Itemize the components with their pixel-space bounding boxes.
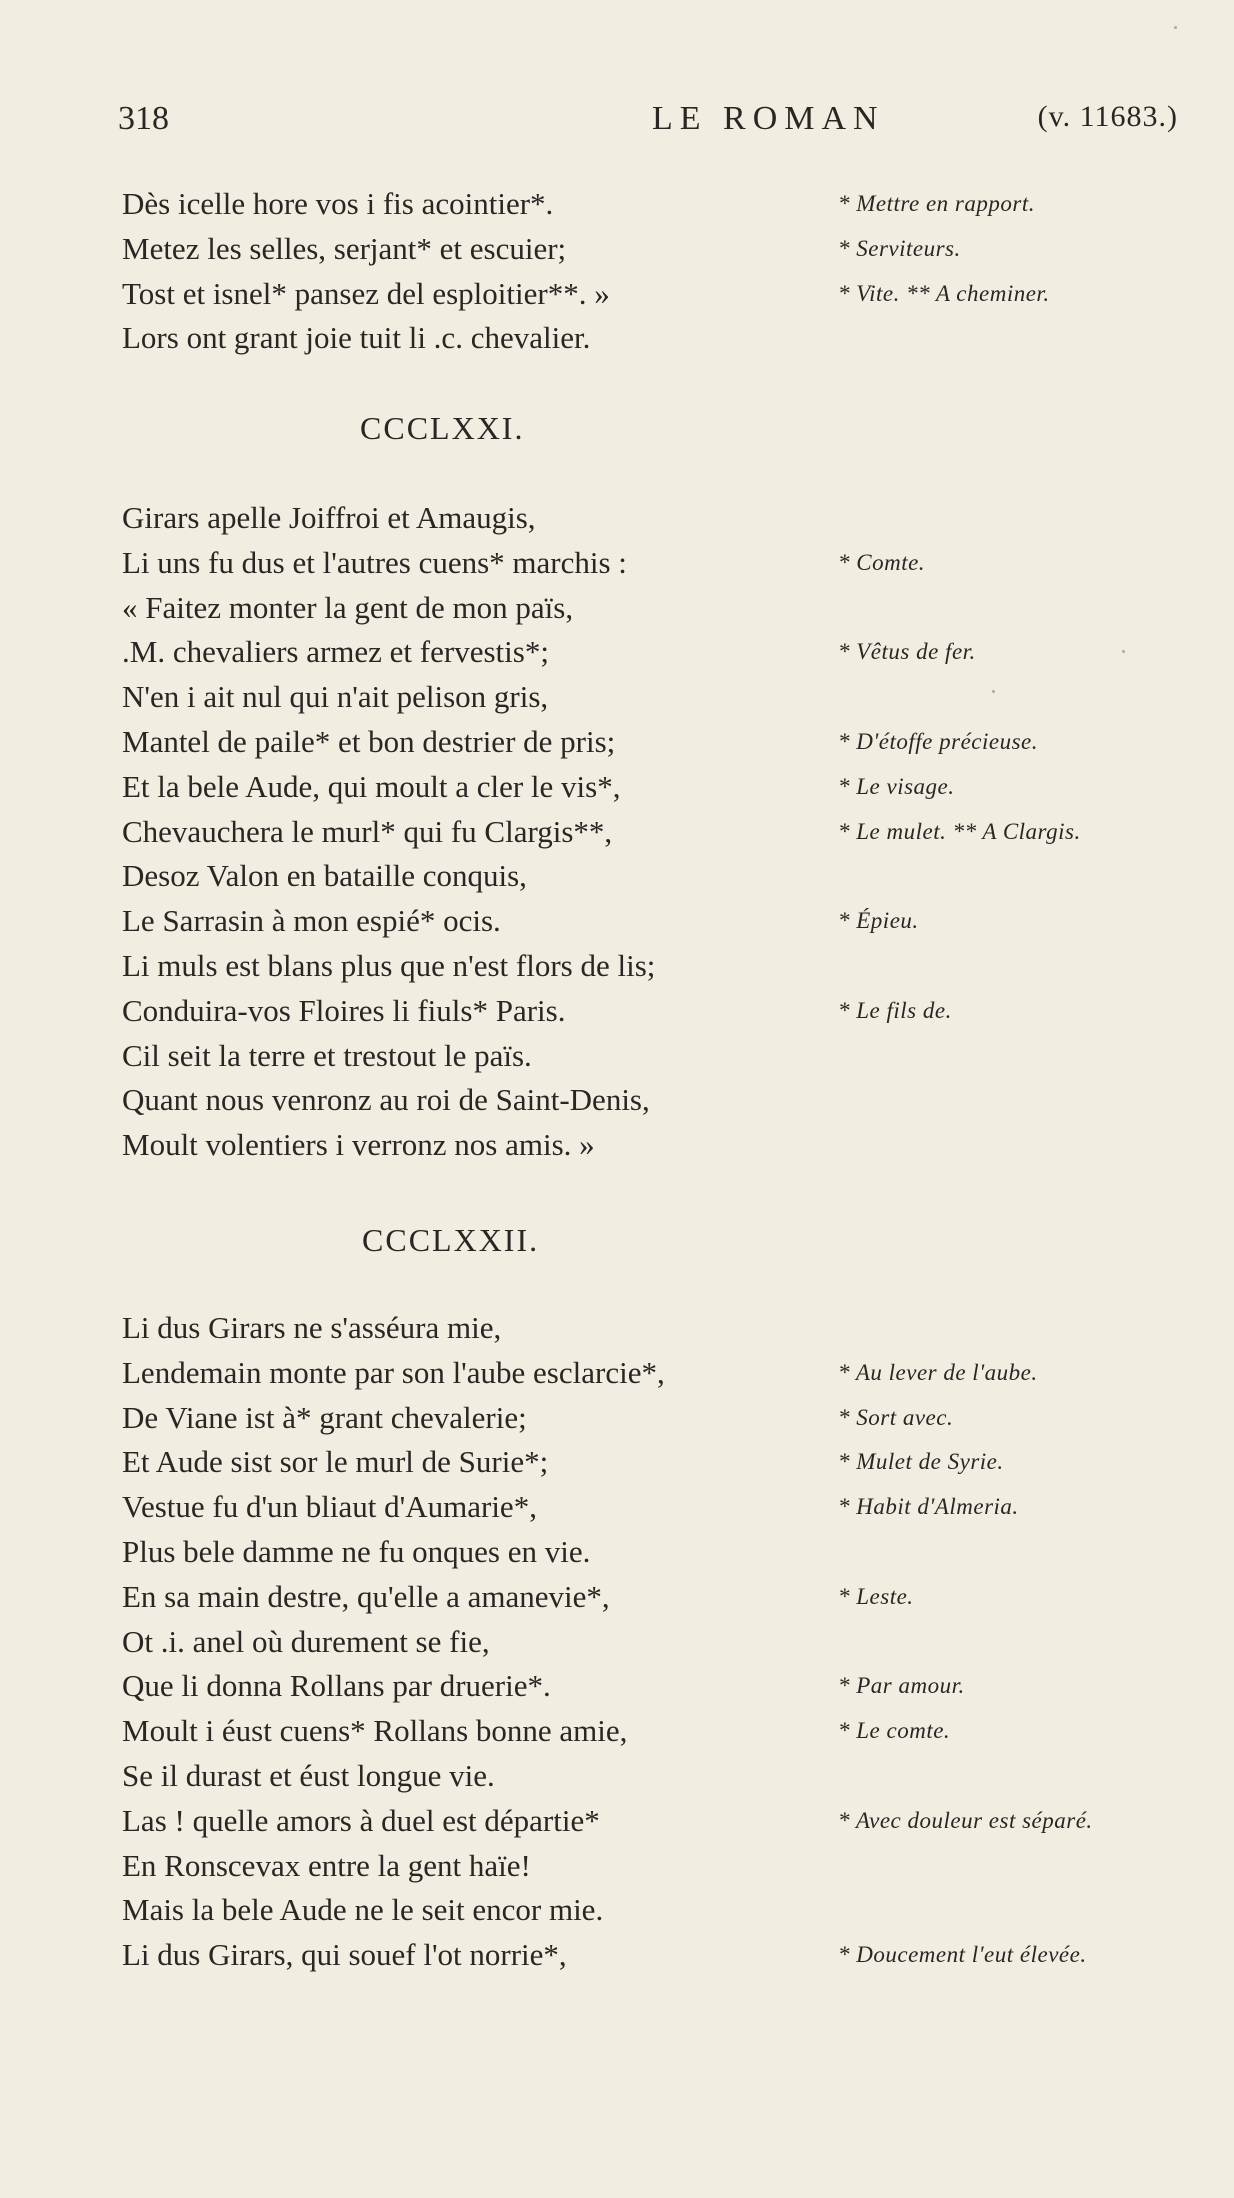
verse-line: Et Aude sist sor le murl de Surie*; bbox=[122, 1444, 549, 1480]
verse-row bbox=[0, 632, 1234, 677]
verse-row bbox=[0, 1801, 1234, 1846]
verse-line: En Ronscevax entre la gent haïe! bbox=[122, 1847, 531, 1883]
verse-row bbox=[0, 1622, 1234, 1667]
verse-line: Mantel de paile* et bon destrier de pris; bbox=[122, 723, 616, 759]
verse-line: Mais la bele Aude ne le seit encor mie. bbox=[122, 1892, 604, 1928]
marginal-gloss: * Comte. bbox=[838, 549, 926, 575]
verse-line: Moult i éust cuens* Rollans bonne amie, bbox=[122, 1713, 628, 1749]
verse-row bbox=[0, 1577, 1234, 1622]
verse-line: Tost et isnel* pansez del esploitier**. » bbox=[122, 275, 610, 311]
marginal-gloss: * Mettre en rapport. bbox=[838, 191, 1035, 216]
verse-row bbox=[0, 901, 1234, 946]
verse-line: Li uns fu dus et l'autres cuens* marchis : bbox=[122, 544, 627, 580]
verse-row bbox=[0, 1756, 1234, 1801]
verse-reference: (v. 11683.) bbox=[1037, 100, 1178, 133]
verse-row bbox=[0, 677, 1234, 722]
verse-line: « Faitez monter la gent de mon païs, bbox=[122, 589, 574, 625]
verse-line: Chevauchera le murl* qui fu Clargis**, bbox=[122, 813, 613, 849]
verse-row bbox=[0, 229, 1234, 274]
marginal-gloss: * Épieu. bbox=[838, 908, 919, 934]
verse-line: Desoz Valon en bataille conquis, bbox=[122, 858, 527, 894]
marginal-gloss: * Vêtus de fer. bbox=[838, 639, 976, 665]
verse-line: Et la bele Aude, qui moult a cler le vis*, bbox=[122, 768, 621, 804]
verse-line: Se il durast et éust longue vie. bbox=[122, 1757, 495, 1793]
verse-row bbox=[0, 991, 1234, 1036]
stanza-block bbox=[0, 498, 1234, 1170]
verse-line: Quant nous venronz au roi de Saint-Denis, bbox=[122, 1082, 650, 1118]
verse-row bbox=[0, 1442, 1234, 1487]
marginal-gloss: * D'étoffe précieuse. bbox=[838, 728, 1038, 754]
paper-speck bbox=[1174, 26, 1177, 29]
verse-line: Li dus Girars ne s'asséura mie, bbox=[122, 1310, 502, 1345]
marginal-gloss: * Vite. ** A cheminer. bbox=[838, 280, 1050, 306]
verse-row bbox=[0, 812, 1234, 857]
verse-line: Metez les selles, serjant* et escuier; bbox=[122, 230, 567, 266]
marginal-gloss: * Le fils de. bbox=[838, 997, 952, 1023]
verse-row bbox=[0, 1666, 1234, 1711]
stanza-block bbox=[0, 1308, 1234, 1980]
verse-row bbox=[0, 1935, 1234, 1980]
verse-line: Que li donna Rollans par druerie*. bbox=[122, 1668, 551, 1704]
verse-line: Li dus Girars, qui souef l'ot norrie*, bbox=[122, 1937, 567, 1973]
running-title: LE ROMAN bbox=[652, 100, 885, 137]
verse-line: Vestue fu d'un bliaut d'Aumarie*, bbox=[122, 1489, 537, 1525]
verse-row bbox=[0, 498, 1234, 543]
marginal-gloss: * Le comte. bbox=[838, 1718, 951, 1744]
marginal-gloss: * Par amour. bbox=[838, 1673, 965, 1699]
paper-speck bbox=[992, 690, 995, 693]
verse-row bbox=[0, 318, 1234, 363]
page-number: 318 bbox=[118, 100, 169, 137]
verse-row bbox=[0, 856, 1234, 901]
verse-line: En sa main destre, qu'elle a amanevie*, bbox=[122, 1578, 610, 1614]
marginal-gloss: * Doucement l'eut élevée. bbox=[838, 1942, 1087, 1968]
marginal-gloss: * Avec douleur est séparé. bbox=[838, 1807, 1093, 1833]
verse-line: Le Sarrasin à mon espié* ocis. bbox=[122, 903, 501, 939]
verse-line: Cil seit la terre et trestout le païs. bbox=[122, 1037, 532, 1073]
marginal-gloss: * Le visage. bbox=[838, 773, 955, 799]
verse-line: Moult volentiers i verronz nos amis. » bbox=[122, 1127, 595, 1163]
verse-line: Girars apelle Joiffroi et Amaugis, bbox=[122, 500, 536, 535]
marginal-gloss: * Au lever de l'aube. bbox=[838, 1359, 1038, 1385]
verse-line: Lendemain monte par son l'aube esclarcie*, bbox=[122, 1354, 665, 1390]
verse-line: N'en i ait nul qui n'ait pelison gris, bbox=[122, 679, 549, 715]
verse-line: Lors ont grant joie tuit li .c. chevalier. bbox=[122, 320, 591, 356]
verse-line: Las ! quelle amors à duel est départie* bbox=[122, 1802, 600, 1838]
verse-line: Li muls est blans plus que n'est flors de lis; bbox=[122, 947, 656, 983]
verse-row bbox=[0, 1487, 1234, 1532]
verse-line: De Viane ist à* grant chevalerie; bbox=[122, 1399, 527, 1435]
marginal-gloss: * Sort avec. bbox=[838, 1404, 954, 1430]
verse-row bbox=[0, 543, 1234, 588]
verse-line: Plus bele damme ne fu onques en vie. bbox=[122, 1533, 591, 1569]
verse-row bbox=[0, 1036, 1234, 1081]
verse-row bbox=[0, 588, 1234, 633]
verse-line: Ot .i. anel où durement se fie, bbox=[122, 1623, 490, 1659]
marginal-gloss: * Serviteurs. bbox=[838, 235, 961, 261]
verse-row bbox=[0, 274, 1234, 319]
marginal-gloss: * Leste. bbox=[838, 1583, 914, 1609]
running-header bbox=[118, 100, 1178, 144]
verse-row bbox=[0, 1080, 1234, 1125]
verse-line: .M. chevaliers armez et fervestis*; bbox=[122, 634, 549, 670]
verse-row bbox=[0, 722, 1234, 767]
verse-row bbox=[0, 767, 1234, 812]
verse-row bbox=[0, 1890, 1234, 1935]
marginal-gloss: * Le mulet. ** A Clargis. bbox=[838, 818, 1081, 844]
verse-line: Dès icelle hore vos i fis acointier*. bbox=[122, 186, 554, 221]
marginal-gloss: * Habit d'Almeria. bbox=[838, 1494, 1019, 1520]
section-heading: CCCLXXI. bbox=[360, 410, 525, 446]
verse-line: Conduira-vos Floires li fiuls* Paris. bbox=[122, 992, 566, 1028]
verse-row bbox=[0, 1532, 1234, 1577]
verse-row bbox=[0, 1308, 1234, 1353]
paper-speck bbox=[1122, 650, 1125, 653]
section-heading: CCCLXXII. bbox=[362, 1222, 540, 1258]
verse-row bbox=[0, 946, 1234, 991]
verse-row bbox=[0, 1125, 1234, 1170]
verse-row bbox=[0, 184, 1234, 229]
verse-row bbox=[0, 1398, 1234, 1443]
marginal-gloss: * Mulet de Syrie. bbox=[838, 1449, 1004, 1475]
stanza-block bbox=[0, 184, 1234, 363]
verse-row bbox=[0, 1846, 1234, 1891]
verse-row bbox=[0, 1353, 1234, 1398]
verse-row bbox=[0, 1711, 1234, 1756]
